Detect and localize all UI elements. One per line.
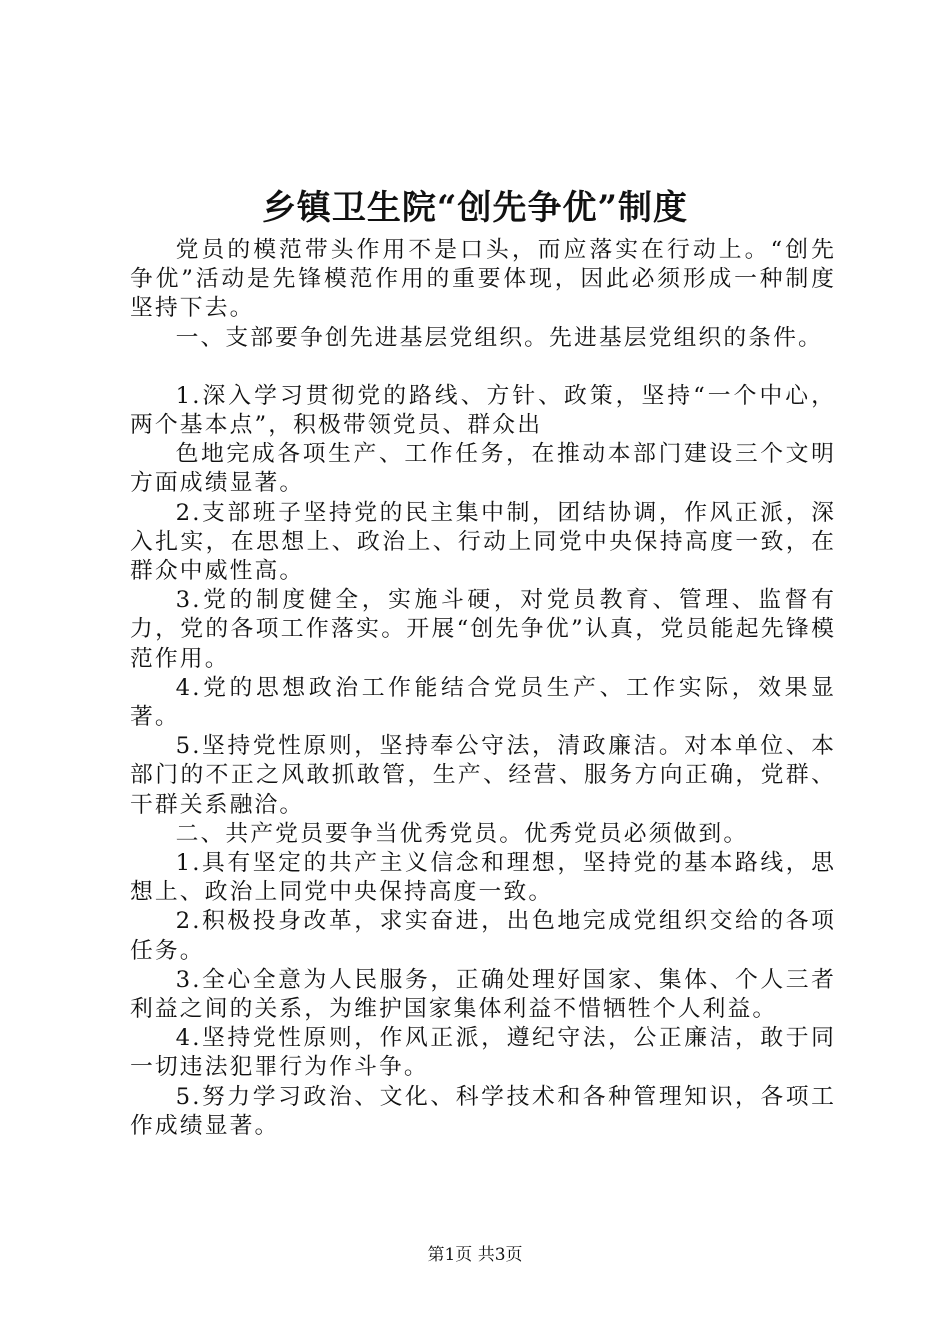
paragraph-item: 5.坚持党性原则，坚持奉公守法，清政廉洁。对本单位、本部门的不正之风敢抓敢管，生产、经营、服务方向正确，党群、干群关系融洽。 — [130, 733, 836, 818]
paragraph-item: 3.党的制度健全，实施斗硬，对党员教育、管理、监督有力，党的各项工作落实。开展“创先争优”认真，党员能起先锋模范作用。 — [130, 587, 836, 672]
paragraph-item: 1.具有坚定的共产主义信念和理想，坚持党的基本路线，思想上、政治上同党中央保持高度一致。 — [130, 850, 836, 906]
paragraph-item: 2.积极投身改革，求实奋进，出色地完成党组织交给的各项任务。 — [130, 908, 836, 964]
page-number: 第1页 共3页 — [427, 1245, 523, 1265]
paragraph-item: 4.党的思想政治工作能结合党员生产、工作实际，效果显著。 — [130, 674, 836, 731]
paragraph-item: 色地完成各项生产、工作任务，在推动本部门建设三个文明方面成绩显著。 — [130, 441, 836, 497]
paragraph-item: 5.努力学习政治、文化、科学技术和各种管理知识，各项工作成绩显著。 — [130, 1083, 836, 1139]
paragraph-item: 4.坚持党性原则，作风正派，遵纪守法，公正廉洁，敢于同一切违法犯罪行为作斗争。 — [130, 1025, 836, 1081]
paragraph-item: 2.支部班子坚持党的民主集中制，团结协调，作风正派，深入扎实，在思想上、政治上、行动上同党中央保持高度一致，在群众中威性高。 — [130, 499, 836, 585]
section-heading-2: 二、共产党员要争当优秀党员。优秀党员必须做到。 — [175, 820, 749, 847]
paragraph-item: 1.深入学习贯彻党的路线、方针、政策，坚持“一个中心，两个基本点”，积极带领党员、群众出 — [130, 382, 836, 439]
paragraph-item: 3.全心全意为人民服务，正确处理好国家、集体、个人三者利益之间的关系，为维护国家集体利益不惜牺牲个人利益。 — [130, 966, 836, 1023]
document-title: 乡镇卫生院“创先争优”制度 — [261, 188, 689, 228]
document-body — [130, 236, 836, 1141]
paragraph-intro: 党员的模范带头作用不是口头，而应落实在行动上。“创先争优”活动是先锋模范作用的重要体现，因此必须形成一种制度坚持下去。 — [130, 237, 836, 322]
section-heading-1: 一、支部要争创先进基层党组织。先进基层党组织的条件。 — [175, 324, 823, 351]
